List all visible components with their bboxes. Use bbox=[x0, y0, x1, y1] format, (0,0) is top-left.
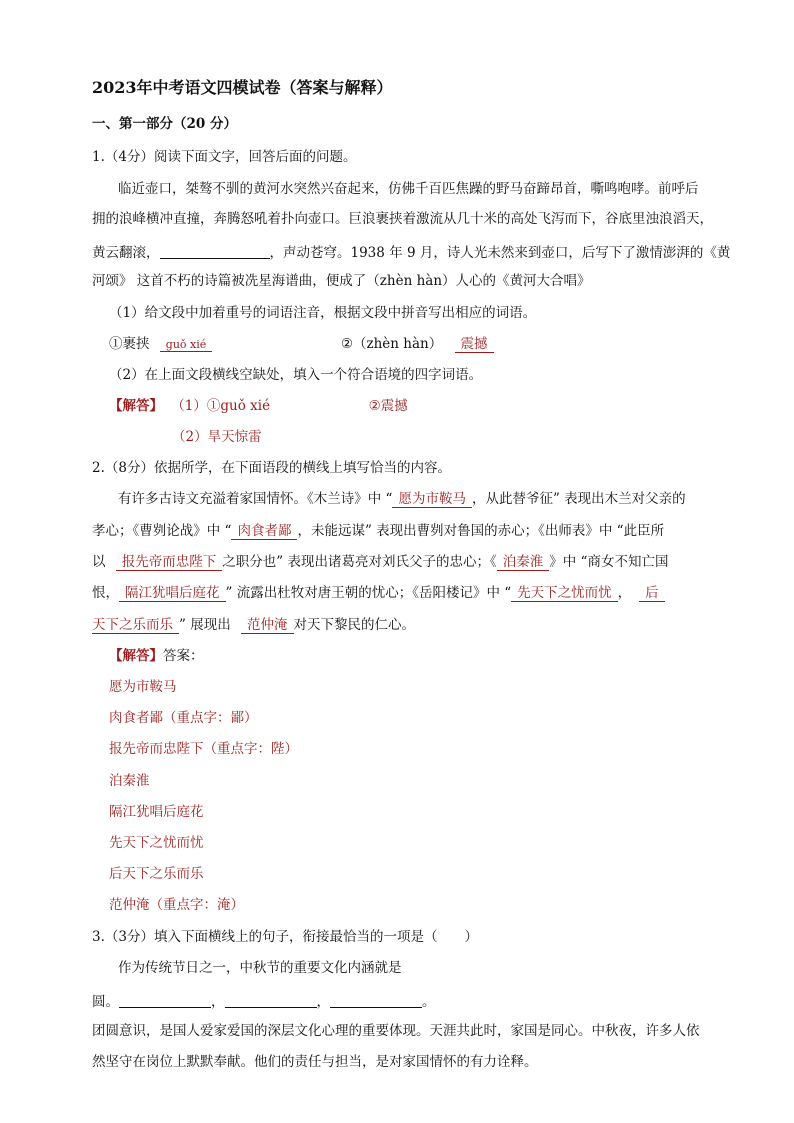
q2-text: ，从此替爷征” 表现出木兰对父亲的 bbox=[471, 491, 686, 507]
q1-heading: 1.（4分）阅读下面文字，回答后面的问题。 bbox=[92, 149, 357, 165]
q1-answer-label: 【解答】 bbox=[109, 398, 163, 414]
q2-answer-7a: 后 bbox=[639, 585, 665, 602]
q2-answer-list-item: 后天下之乐而乐 bbox=[109, 866, 204, 882]
q2-text: ，未能远谋” 表现出曹刿对鲁国的赤心；《出师表》中 “此臣所 bbox=[297, 523, 665, 539]
q2-text: ” 流露出杜牧对唐王朝的忧心；《岳阳楼记》中 “ bbox=[225, 585, 512, 601]
q1-passage-line-4: 河颂》 这首不朽的诗篇被冼星海谱曲，便成了（zhèn hàn）人心的《黄河大合唱》 bbox=[92, 273, 591, 289]
q1-answer-row-2: （2）旱天惊雷 bbox=[172, 429, 262, 445]
q2-answer-3: 报先帝而忠陛下 bbox=[116, 554, 223, 571]
q2-answer-list-item: 先天下之忧而忧 bbox=[109, 835, 204, 851]
q2-answer-7b: 天下之乐而乐 bbox=[92, 617, 179, 634]
q2-line-5 bbox=[92, 619, 415, 633]
q1-sub1: （1）给文段中加着重号的词语注音，根据文段中拼音写出相应的词语。 bbox=[109, 305, 537, 321]
q2-text: 》中 “商女不知亡国 bbox=[549, 554, 669, 570]
q2-text: ” 展现出 bbox=[179, 617, 231, 633]
q1-passage-line-3 bbox=[92, 244, 730, 261]
q2-line-4 bbox=[92, 587, 665, 601]
q1-answer-row-1 bbox=[109, 400, 408, 414]
page-title: 2023年中考语文四模试卷（答案与解释） bbox=[92, 78, 393, 97]
q1-fill2-answer: 震撼 bbox=[455, 336, 494, 353]
q1-answer-2: ②震撼 bbox=[368, 398, 408, 414]
q2-answer-5: 隔江犹唱后庭花 bbox=[119, 585, 226, 602]
q2-text: 之职分也” 表现出诸葛亮对刘氏父子的忠心；《 bbox=[222, 554, 497, 570]
q3-line-4: 然坚守在岗位上默默奉献。他们的责任与担当，是对家国情怀的有力诠释。 bbox=[92, 1054, 538, 1070]
q2-answer-4: 泊秦淮 bbox=[497, 554, 550, 571]
q2-text: 孝心；《曹刿论战》中 “ bbox=[92, 523, 232, 539]
q3-text: 圆。 bbox=[92, 994, 119, 1010]
q2-line-2 bbox=[92, 525, 664, 539]
q2-text: 对天下黎民的仁心。 bbox=[293, 617, 415, 633]
q1-fill1-label: ①裹挟 bbox=[109, 336, 150, 352]
q1-fill-row bbox=[109, 338, 494, 352]
q1-passage-line-1: 临近壶口，桀骜不驯的黄河水突然兴奋起来，仿佛千百匹焦躁的野马奋蹄昂首，嘶鸣咆哮。前呼后 bbox=[118, 181, 699, 197]
q2-answer-list-item: 范仲淹（重点字：淹） bbox=[109, 897, 244, 913]
q2-text: 恨， bbox=[92, 585, 119, 601]
q1-passage-text: 黄云翻滚， bbox=[92, 245, 160, 261]
q3-line-3: 团圆意识，是国人爱家爱国的深层文化心理的重要体现。天涯共此时，家国是同心。中秋夜，许多人依 bbox=[92, 1023, 700, 1039]
q2-answer-6: 先天下之忧而忧 bbox=[511, 585, 618, 602]
q2-answer-header bbox=[109, 650, 204, 664]
q2-answer-prefix: 答案： bbox=[163, 648, 204, 664]
q1-sub2: （2）在上面文段横线空缺处，填入一个符合语境的四字词语。 bbox=[109, 367, 483, 383]
q1-answer-1: （1）①guǒ xié bbox=[171, 398, 271, 414]
q2-line-1 bbox=[118, 493, 686, 507]
section-heading: 一、第一部分（20 分） bbox=[92, 116, 237, 132]
q3-heading: 3.（3分）填入下面横线上的句子，衔接最恰当的一项是（ ） bbox=[92, 929, 478, 945]
q3-blank-1 bbox=[119, 993, 211, 1008]
q1-passage-text: ，声动苍穹。1938 年 9 月，诗人光未然来到壶口，后写下了激情澎湃的《黄 bbox=[269, 245, 731, 261]
q2-text: ， bbox=[617, 585, 632, 601]
q3-line-1: 作为传统节日之一，中秋节的重要文化内涵就是 bbox=[118, 960, 402, 976]
q2-answer-2: 肉食者鄙 bbox=[231, 523, 297, 540]
q2-line-3 bbox=[92, 556, 668, 570]
q3-blank-2 bbox=[225, 993, 317, 1008]
q3-text: ， bbox=[211, 994, 225, 1010]
q2-answer-list-item: 报先帝而忠陛下（重点字：陛） bbox=[109, 741, 298, 757]
q3-line-2 bbox=[92, 993, 436, 1010]
q1-fill1-answer: guǒ xié bbox=[160, 338, 212, 352]
q2-text: 有许多古诗文充溢着家国情怀。《木兰诗》中 “ bbox=[118, 491, 393, 507]
q2-answer-list-item: 泊秦淮 bbox=[109, 773, 150, 789]
q2-answer-label: 【解答】 bbox=[109, 648, 163, 664]
q2-answer-list-item: 肉食者鄙（重点字：鄙） bbox=[109, 710, 258, 726]
q3-text: 。 bbox=[422, 994, 436, 1010]
q2-answer-list-item: 愿为市鞍马 bbox=[109, 679, 177, 695]
q2-text: 以 bbox=[92, 554, 106, 570]
q1-blank bbox=[160, 244, 270, 259]
q2-heading: 2.（8分）依据所学，在下面语段的横线上填写恰当的内容。 bbox=[92, 460, 451, 476]
q3-text: ， bbox=[316, 994, 330, 1010]
q2-answer-8: 范仲淹 bbox=[241, 617, 294, 634]
q2-answer-list-item: 隔江犹唱后庭花 bbox=[109, 804, 204, 820]
q1-fill2-label: ②（zhèn hàn） bbox=[340, 336, 443, 352]
q2-answer-1: 愿为市鞍马 bbox=[392, 491, 472, 508]
q1-passage-line-2: 拥的浪峰横冲直撞，奔腾怒吼着扑向壶口。巨浪裹挟着激流从几十米的高处飞泻而下，谷底里浊浪滔天， bbox=[92, 211, 713, 227]
q3-blank-3 bbox=[330, 993, 422, 1008]
